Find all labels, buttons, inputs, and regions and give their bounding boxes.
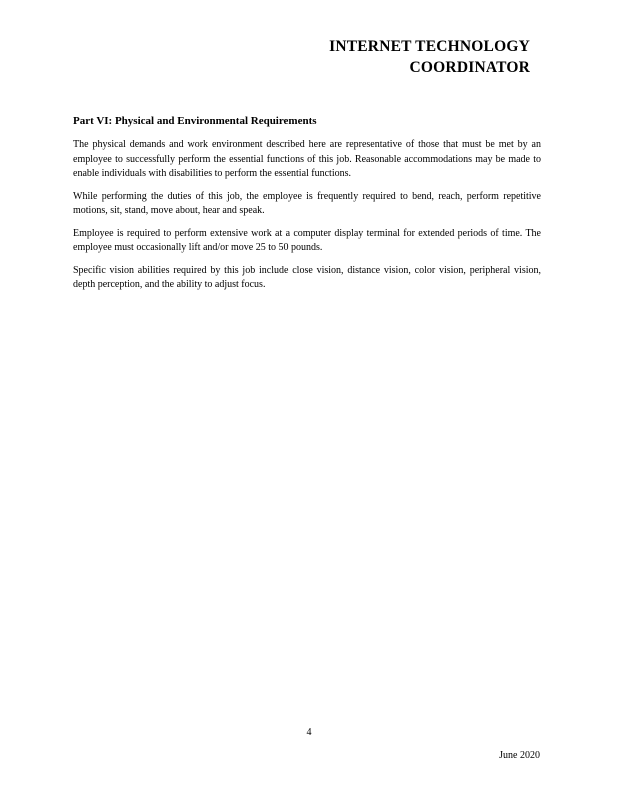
footer-date: June 2020 [499, 750, 540, 761]
document-body [73, 114, 541, 301]
paragraph-computer-work: Employee is required to perform extensive work at a computer display terminal for extended periods of time. The employee must occasionally lift and/or move 25 to 50 pounds. [73, 227, 541, 253]
section-heading: Part VI: Physical and Environmental Requirements [73, 115, 317, 127]
title-line-2: COORDINATOR [409, 59, 530, 76]
document-title [329, 36, 530, 78]
page-number: 4 [306, 727, 312, 738]
paragraph-vision: Specific vision abilities required by this job include close vision, distance vision, color vision, peripheral vision, depth perception, and the ability to adjust focus. [73, 264, 541, 290]
paragraph-physical-demands: The physical demands and work environment described here are representative of those that must be met by an employee to successfully perform the essential functions of this job. Reasonable accommodations may be made to enable individuals with disabilities to perform the essential functions. [73, 139, 541, 179]
title-line-1: INTERNET TECHNOLOGY [329, 38, 530, 55]
paragraph-duties: While performing the duties of this job, the employee is frequently required to bend, reach, perform repetitive motions, sit, stand, move about, hear and speak. [73, 190, 541, 216]
